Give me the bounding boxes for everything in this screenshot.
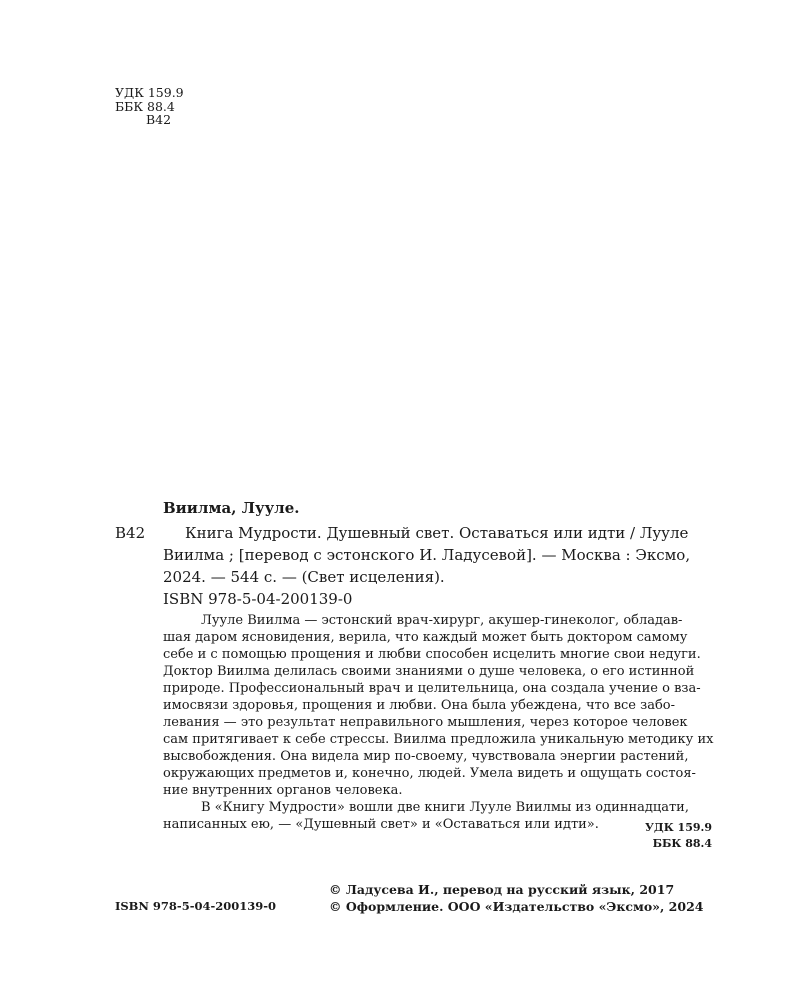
annotation-line: написанных ею, — «Душевный свет» и «Оставаться или идти». — [163, 817, 599, 832]
annotation-line: шая даром ясновидения, верила, что каждый может быть доктором самому — [163, 630, 688, 645]
copyright-translation: © Ладусева И., перевод на русский язык, 2017 — [329, 882, 675, 897]
author-mark-code: В42 — [146, 112, 172, 127]
bbk-code: ББК 88.4 — [115, 98, 175, 114]
bbk-code-right: ББК 88.4 — [652, 837, 712, 850]
record-isbn: ISBN 978-5-04-200139-0 — [163, 590, 353, 608]
annotation — [163, 612, 718, 833]
author-heading: Виилма, Лууле. — [163, 499, 300, 517]
bibliographic-record — [163, 522, 718, 588]
annotation-line: окружающих предметов и, конечно, людей. Умела видеть и ощущать состоя- — [163, 766, 696, 781]
annotation-line: Лууле Виилма — эстонский врач-хирург, акушер-гинеколог, обладав- — [201, 613, 683, 628]
annotation-line: Доктор Виилма делилась своими знаниями о душе человека, о его истинной — [163, 664, 695, 679]
record-line-1: Книга Мудрости. Душевный свет. Оставаться или идти / Лууле — [185, 524, 689, 542]
top-classification-codes — [115, 86, 184, 127]
bottom-isbn: ISBN 978-5-04-200139-0 — [115, 899, 277, 913]
udk-code-right: УДК 159.9 — [645, 821, 712, 834]
annotation-line: левания — это результат неправильного мышления, через которое человек — [163, 715, 688, 730]
annotation-line: себе и с помощью прощения и любви способен исцелить многие свои недуги. — [163, 647, 701, 662]
annotation-line: ние внутренних органов человека. — [163, 783, 403, 798]
annotation-line: В «Книгу Мудрости» вошли две книги Лууле Виилмы из одиннадцати, — [201, 800, 689, 815]
copyright-design: © Оформление. ООО «Издательство «Эксмо», 2024 — [329, 899, 704, 914]
annotation-line: сам притягивает к себе стрессы. Виилма предложила уникальную методику их — [163, 732, 714, 747]
annotation-line: высвобождения. Она видела мир по-своему, чувствовала энергии растений, — [163, 749, 689, 764]
annotation-line: имосвязи здоровья, прощения и любви. Она была убеждена, что все забо- — [163, 698, 676, 713]
annotation-line: природе. Профессиональный врач и целительница, она создала учение о вза- — [163, 681, 701, 696]
record-line-2: Виилма ; [перевод с эстонского И. Ладусевой]. — Москва : Эксмо, — [163, 546, 691, 564]
record-author-mark: В42 — [115, 524, 146, 542]
udk-code: УДК 159.9 — [115, 85, 184, 100]
record-line-3: 2024. — 544 с. — (Свет исцеления). — [163, 568, 445, 586]
right-classification-codes — [645, 820, 712, 852]
copyright-block — [329, 881, 703, 915]
